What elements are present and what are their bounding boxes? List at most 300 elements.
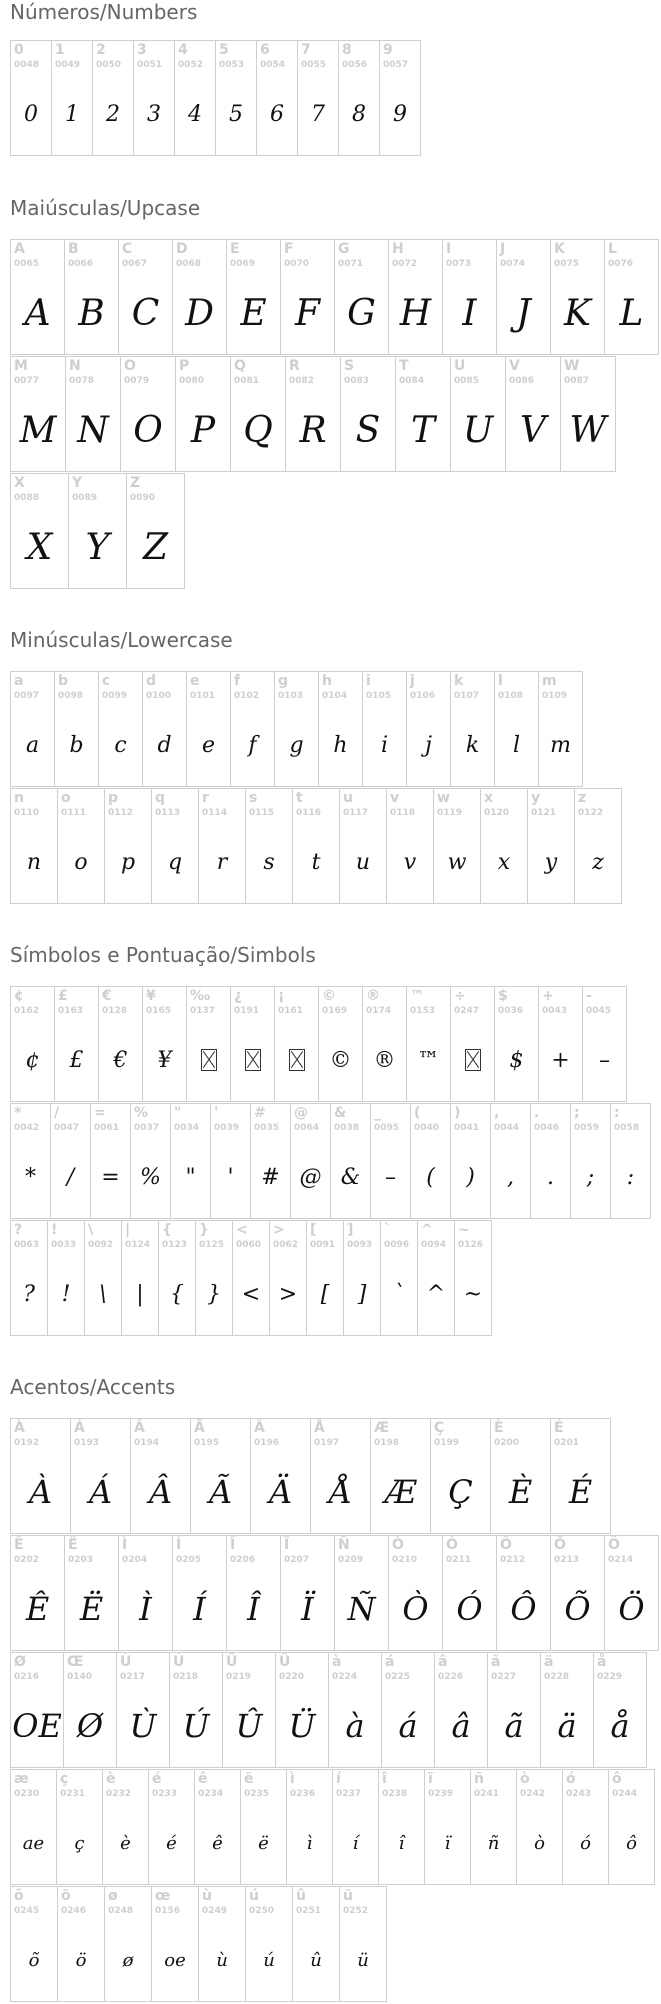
glyph-sample: 8 [352,101,366,127]
glyph-sample: ! [61,1281,71,1307]
glyph-cell [274,671,319,787]
glyph-cell [98,986,143,1102]
glyph-char-label: $ [498,988,508,1004]
glyph-char-label: G [338,241,350,257]
glyph-cell [339,1886,387,2002]
glyph-cell [256,40,298,156]
glyph-cell [10,356,66,472]
glyph-sample: s [263,849,275,875]
glyph-cell [194,1769,241,1885]
glyph-char-label: à [332,1654,342,1670]
glyph-code-label: 0246 [61,1906,87,1916]
glyph-cell [494,986,539,1102]
glyph-code-label: 0204 [122,1555,148,1565]
glyph-char-label: D [176,241,188,257]
glyph-cell [343,1220,381,1336]
glyph-cell [381,1652,435,1768]
glyph-char-label: F [284,241,294,257]
glyph-char-label: ( [414,1105,421,1121]
glyph-sample: P [190,409,216,451]
glyph-sample: + [551,1047,570,1073]
glyph-sample: \ [99,1281,107,1307]
glyph-char-label: z [578,790,587,806]
glyph-char-label: > [273,1222,285,1238]
glyph-char-label: € [102,988,112,1004]
glyph-char-label: ç [60,1771,69,1787]
glyph-cell [57,1886,105,2002]
glyph-char-label: 0 [14,42,24,58]
glyph-sample: 4 [188,101,202,127]
glyph-code-label: 0232 [106,1789,132,1799]
glyph-sample: È [508,1473,533,1511]
glyph-char-label: ) [454,1105,461,1121]
glyph-code-label: 0201 [554,1438,580,1448]
glyph-sample: Ü [288,1707,316,1745]
missing-glyph-icon [187,1025,230,1095]
glyph-cell [550,1535,605,1651]
glyph-sample: Y [85,526,110,568]
glyph-sample: y [544,849,558,875]
glyph-char-label: , [494,1105,500,1121]
glyph-cell [538,986,583,1102]
glyph-sample: A [24,292,51,334]
glyph-sample: Æ [384,1473,417,1511]
glyph-char-label: t [296,790,303,806]
glyph-code-label: 0213 [554,1555,580,1565]
missing-glyph-box-icon [289,1049,305,1071]
glyph-cell [310,1418,371,1534]
glyph-char-label: 6 [260,42,270,58]
glyph-char-label: l [498,673,503,689]
glyph-char-label: Ì [122,1537,128,1553]
glyph-char-label: î [382,1771,387,1787]
glyph-cell [496,1535,551,1651]
glyph-cell [226,239,281,355]
glyph-sample: u [355,849,371,875]
glyph-char-label: a [14,673,24,689]
glyph-code-label: 0103 [278,691,304,701]
glyph-sample: 5 [229,101,243,127]
glyph-cell [10,1220,48,1336]
glyph-cell [494,671,539,787]
glyph-char-label: e [190,673,200,689]
glyph-char-label: K [554,241,565,257]
glyph-sample: O [133,409,163,451]
glyph-char-label: Ó [446,1537,458,1553]
glyph-cell [121,1220,159,1336]
glyph-code-label: 0100 [146,691,172,701]
glyph-char-label: . [534,1105,540,1121]
glyph-sample: g [289,732,304,758]
glyph-code-label: 0217 [120,1672,146,1682]
glyph-char-label: ; [574,1105,580,1121]
glyph-code-label: 0099 [102,691,128,701]
glyph-char-label: ú [249,1888,259,1904]
glyph-code-label: 0064 [294,1123,320,1133]
glyph-sample: ) [466,1164,475,1190]
glyph-cell [454,1220,492,1336]
glyph-cell [54,986,99,1102]
glyph-sample: C [131,292,160,334]
glyph-char-label: V [509,358,520,374]
glyph-code-label: 0191 [234,1006,260,1016]
glyph-char-label: á [385,1654,395,1670]
glyph-char-label: ù [202,1888,212,1904]
glyph-code-label: 0044 [494,1123,520,1133]
glyph-char-label: o [61,790,71,806]
glyph-cell [92,40,134,156]
glyph-sample: d [157,732,172,758]
glyph-cell [240,1769,287,1885]
glyph-code-label: 0095 [374,1123,400,1133]
glyph-code-label: 0196 [254,1438,280,1448]
glyph-cell [172,239,227,355]
glyph-cell [10,1886,58,2002]
glyph-char-label: Ù [120,1654,132,1670]
glyph-char-label: ! [51,1222,58,1238]
glyph-cell [54,671,99,787]
glyph-sample: Ô [510,1590,537,1628]
glyph-code-label: 0161 [278,1006,304,1016]
glyph-cell [395,356,451,472]
glyph-char-label: û [296,1888,306,1904]
glyph-cell [332,1769,379,1885]
glyph-code-label: 0218 [173,1672,199,1682]
glyph-code-label: 0072 [392,259,418,269]
glyph-code-label: 0107 [454,691,480,701]
glyph-sample: ä [557,1707,577,1745]
glyph-cell [198,788,246,904]
glyph-code-label: 0079 [124,376,150,386]
missing-glyph-icon [275,1025,318,1095]
glyph-cell [226,1535,281,1651]
glyph-cell [386,788,434,904]
glyph-code-label: 0220 [279,1672,305,1682]
glyph-code-label: 0227 [491,1672,517,1682]
glyph-cell [130,1418,191,1534]
glyph-sample: ê [212,1832,223,1854]
glyph-char-label: | [125,1222,131,1238]
glyph-sample: R [299,409,327,451]
glyph-sample: | [136,1281,144,1307]
glyph-char-label: % [134,1105,149,1121]
glyph-sample: V [520,409,546,451]
glyph-code-label: 0052 [178,60,204,70]
glyph-sample: ñ [487,1832,500,1854]
glyph-char-label: ÷ [454,988,466,1004]
glyph-char-label: O [124,358,136,374]
glyph-char-label: ã [491,1654,501,1670]
glyph-code-label: 0074 [500,259,526,269]
glyph-code-label: 0041 [454,1123,480,1133]
glyph-char-label: 4 [178,42,188,58]
glyph-sample: l [512,732,521,758]
glyph-cell [540,1652,594,1768]
glyph-char-label: J [500,241,506,257]
glyph-sample: ô [626,1832,637,1854]
glyph-row [10,1103,650,1219]
glyph-cell [148,1769,195,1885]
glyph-code-label: 0057 [383,60,409,70]
glyph-sample: M [19,409,57,451]
glyph-sample: 3 [147,101,161,127]
glyph-char-label: Œ [67,1654,84,1670]
glyph-cell [250,1103,291,1219]
glyph-row [10,1535,658,1651]
glyph-code-label: 0126 [458,1240,484,1250]
glyph-code-label: 0034 [174,1123,200,1133]
glyph-cell [232,1220,270,1336]
glyph-code-label: 0202 [14,1555,40,1565]
glyph-code-label: 0112 [108,808,134,818]
glyph-cell [120,356,176,472]
missing-glyph-box-icon [201,1049,217,1071]
glyph-cell [490,1103,531,1219]
glyph-code-label: 0059 [574,1123,600,1133]
glyph-char-label: Å [314,1420,325,1436]
glyph-row [10,40,420,156]
section-title-accents: Acentos/Accents [10,1375,176,1399]
glyph-code-label: 0097 [14,691,40,701]
glyph-cell [10,1652,64,1768]
glyph-char-label: r [202,790,209,806]
glyph-cell [175,356,231,472]
glyph-sample: L [619,292,644,334]
glyph-row [10,986,626,1102]
glyph-cell [47,1220,85,1336]
glyph-cell [388,1535,443,1651]
glyph-cell [378,1769,425,1885]
glyph-char-label: ® [366,988,380,1004]
glyph-cell [306,1220,344,1336]
glyph-char-label: Û [226,1654,238,1670]
glyph-sample: OE [12,1707,62,1745]
glyph-cell [334,239,389,355]
glyph-cell [286,1769,333,1885]
glyph-sample: a [25,732,40,758]
section-title-lowercase: Minúsculas/Lowercase [10,628,233,652]
glyph-sample: K [564,292,591,334]
glyph-sample: b [69,732,84,758]
glyph-char-label: È [494,1420,504,1436]
glyph-cell [570,1103,611,1219]
glyph-sample: j [425,732,432,758]
glyph-char-label: v [390,790,400,806]
glyph-code-label: 0104 [322,691,348,701]
glyph-code-label: 0169 [322,1006,348,1016]
glyph-sample: / [66,1164,75,1190]
glyph-code-label: 0247 [454,1006,480,1016]
glyph-code-label: 0209 [338,1555,364,1565]
glyph-code-label: 0037 [134,1123,160,1133]
glyph-row [10,1886,386,2002]
glyph-cell [442,239,497,355]
glyph-sample: ü [357,1949,369,1971]
glyph-code-label: 0069 [230,259,256,269]
glyph-code-label: 0089 [72,493,98,503]
glyph-char-label: ‰ [190,988,211,1004]
glyph-sample: ¢ [25,1047,40,1073]
glyph-cell [318,671,363,787]
glyph-sample: ù [216,1949,228,1971]
glyph-code-label: 0114 [202,808,228,818]
glyph-char-label: q [155,790,166,806]
glyph-code-label: 0080 [179,376,205,386]
section-title-upcase: Maiúsculas/Upcase [10,196,201,220]
glyph-sample: î [398,1832,405,1854]
glyph-code-label: 0093 [347,1240,373,1250]
glyph-cell [450,671,495,787]
glyph-code-label: 0110 [14,808,40,818]
glyph-cell [496,239,551,355]
glyph-char-label: i [366,673,371,689]
glyph-sample: p [120,849,136,875]
glyph-sample: Í [193,1590,206,1628]
glyph-sample: Á [88,1473,113,1511]
glyph-cell [51,40,93,156]
glyph-char-label: ë [244,1771,254,1787]
glyph-code-label: 0116 [296,808,322,818]
glyph-cell [190,1418,251,1534]
glyph-code-label: 0193 [74,1438,100,1448]
glyph-cell [280,239,335,355]
glyph-code-label: 0207 [284,1555,310,1565]
glyph-code-label: 0195 [194,1438,220,1448]
glyph-code-label: 0051 [137,60,163,70]
glyph-char-label: í [336,1771,341,1787]
glyph-char-label: + [542,988,554,1004]
glyph-sample: Ó [456,1590,483,1628]
glyph-char-label: © [322,988,336,1004]
glyph-char-label: y [531,790,541,806]
glyph-code-label: 0106 [410,691,436,701]
glyph-sample: k [465,732,480,758]
glyph-sample: q [167,849,183,875]
glyph-code-label: 0066 [68,259,94,269]
glyph-code-label: 0056 [342,60,368,70]
glyph-sample: w [447,849,467,875]
glyph-sample: Ï [301,1590,314,1628]
glyph-char-label: 1 [55,42,65,58]
glyph-code-label: 0082 [289,376,315,386]
glyph-sample: – [599,1047,610,1073]
glyph-cell [430,1418,491,1534]
glyph-code-label: 0237 [336,1789,362,1799]
glyph-sample: { [170,1281,184,1307]
glyph-code-label: 0088 [14,493,40,503]
glyph-code-label: 0122 [578,808,604,818]
glyph-char-label: Ü [279,1654,291,1670]
glyph-cell [104,788,152,904]
glyph-sample: ' [227,1164,234,1190]
glyph-code-label: 0035 [254,1123,280,1133]
glyph-sample: i [380,732,389,758]
glyph-cell [186,671,231,787]
glyph-sample: % [140,1164,161,1190]
glyph-sample: z [592,849,604,875]
glyph-code-label: 0053 [219,60,245,70]
glyph-code-label: 0200 [494,1438,520,1448]
glyph-cell [195,1220,233,1336]
glyph-cell [280,1535,335,1651]
glyph-sample: Q [243,409,273,451]
glyph-char-label: ¿ [234,988,243,1004]
glyph-cell [10,1535,65,1651]
glyph-sample: ] [357,1281,367,1307]
glyph-char-label: Á [74,1420,85,1436]
glyph-char-label: c [102,673,111,689]
glyph-sample: ç [74,1832,85,1854]
glyph-char-label: H [392,241,404,257]
missing-glyph-icon [231,1025,274,1095]
glyph-char-label: ê [198,1771,208,1787]
glyph-code-label: 0248 [108,1906,134,1916]
glyph-sample: é [166,1832,177,1854]
glyph-cell [530,1103,571,1219]
glyph-char-label: 3 [137,42,147,58]
glyph-sample: t [311,849,321,875]
glyph-cell [10,1418,71,1534]
glyph-char-label: £ [58,988,68,1004]
glyph-code-label: 0174 [366,1006,392,1016]
glyph-code-label: 0233 [152,1789,178,1799]
glyph-char-label: å [597,1654,607,1670]
glyph-code-label: 0040 [414,1123,440,1133]
glyph-sample: S [355,409,381,451]
glyph-cell [64,239,119,355]
glyph-code-label: 0113 [155,808,181,818]
glyph-char-label: Â [134,1420,145,1436]
glyph-cell [215,40,257,156]
glyph-sample: 6 [270,101,284,127]
glyph-char-label: I [446,241,452,257]
glyph-char-label: n [14,790,24,806]
glyph-char-label: ¥ [146,988,156,1004]
glyph-sample: B [78,292,105,334]
glyph-char-label: 9 [383,42,393,58]
glyph-cell [142,671,187,787]
glyph-char-label: ø [108,1888,118,1904]
glyph-sample: Ã [208,1473,233,1511]
glyph-sample: n [26,849,42,875]
glyph-code-label: 0117 [343,808,369,818]
glyph-code-label: 0073 [446,259,472,269]
glyph-sample: á [398,1707,418,1745]
glyph-char-label: Ú [173,1654,185,1670]
glyph-code-label: 0115 [249,808,275,818]
glyph-code-label: 0249 [202,1906,228,1916]
glyph-sample: ã [504,1707,524,1745]
glyph-code-label: 0239 [428,1789,454,1799]
glyph-code-label: 0111 [61,808,87,818]
glyph-cell [130,1103,171,1219]
glyph-code-label: 0098 [58,691,84,701]
glyph-char-label: u [343,790,353,806]
glyph-sample: E [240,292,267,334]
glyph-code-label: 0063 [14,1240,40,1250]
glyph-cell [186,986,231,1102]
glyph-code-label: 0197 [314,1438,340,1448]
glyph-code-label: 0250 [249,1906,275,1916]
glyph-char-label: Ë [68,1537,78,1553]
glyph-code-label: 0071 [338,259,364,269]
glyph-code-label: 0054 [260,60,286,70]
glyph-code-label: 0225 [385,1672,411,1682]
glyph-code-label: 0251 [296,1906,322,1916]
glyph-sample: * [25,1164,36,1190]
glyph-sample: c [114,732,127,758]
glyph-cell [274,986,319,1102]
